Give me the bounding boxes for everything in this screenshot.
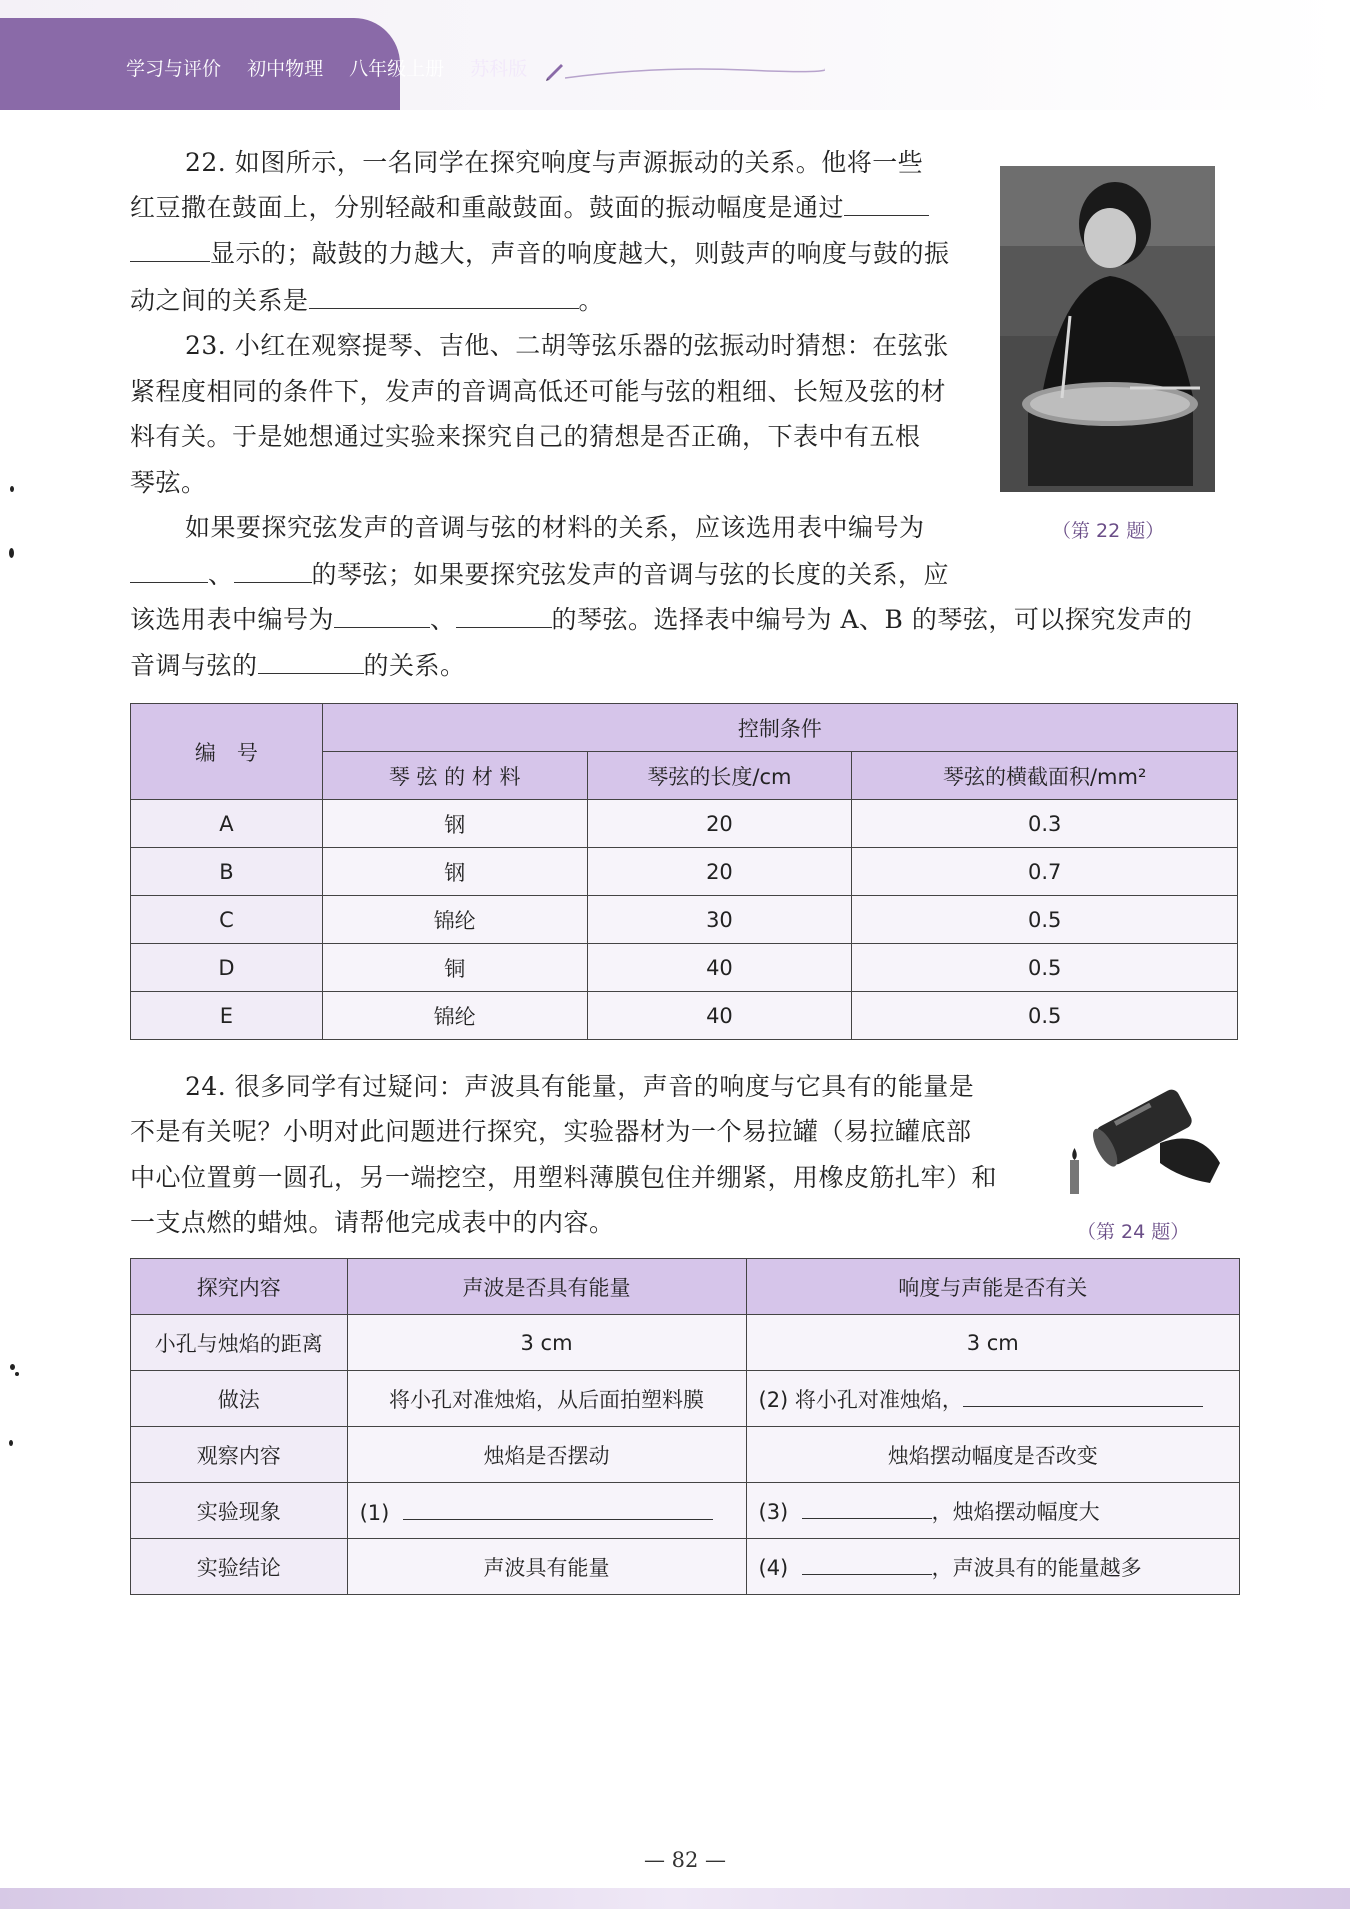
q23-line-6: 、 的琴弦；如果要探究弦发声的音调与弦的长度的关系，应 [130,552,949,598]
margin-mark [9,1440,13,1446]
col-topic-header: 探究内容 [131,1259,348,1315]
q23-line-5: 如果要探究弦发声的音调与弦的材料的关系，应该选用表中编号为 [185,513,925,542]
margin-mark [9,548,14,558]
drum-photo [1000,166,1215,492]
experiment-table [130,1258,1240,1595]
col-loudness-header: 响度与声能是否有关 [746,1259,1240,1315]
q22-line-4: 动之间的关系是 。 [130,286,605,315]
q23-blank-3[interactable] [334,605,430,628]
q24-line-1: 24. 很多同学有过疑问：声波具有能量，声音的响度与它具有的能量是 [185,1072,975,1101]
q22-blank-1[interactable] [844,193,929,216]
table-row: 小孔与烛焰的距离 3 cm 3 cm [131,1315,1240,1371]
table-row: 实验结论 声波具有能量 (4) ，声波具有的能量越多 [131,1539,1240,1595]
q22-line-3: 显示的；敲鼓的力越大，声音的响度越大，则鼓声的响度与鼓的振 [130,231,950,277]
q24-line-3: 中心位置剪一圆孔，另一端挖空，用塑料薄膜包住并绷紧，用橡皮筋扎牢）和 [130,1163,998,1192]
q23-blank-1[interactable] [130,560,208,583]
header-series: 学习与评价 [126,58,222,80]
control-header: 控制条件 [322,704,1237,752]
table-row: B 钢 20 0.7 [131,848,1238,896]
q22-caption: （第 22 题） [1052,520,1165,542]
q23-line-7: 该选用表中编号为 、 的琴弦。选择表中编号为 A、B 的琴弦，可以探究发声的 [130,605,1193,634]
table-row: C 锦纶 30 0.5 [131,896,1238,944]
col-area-header: 琴弦的横截面积/mm² [852,752,1238,800]
header-swoosh [565,64,825,84]
margin-mark [15,1372,19,1376]
header-grade: 八年级上册 [349,58,445,80]
q23-blank-4[interactable] [456,605,552,628]
string-table [130,703,1238,1040]
col-material-header: 琴 弦 的 材 料 [322,752,587,800]
q23-blank-2[interactable] [234,560,312,583]
table-row: A 钢 20 0.3 [131,800,1238,848]
col-id-header: 编 号 [131,704,323,800]
header-subject: 初中物理 [247,58,324,80]
q24-caption: （第 24 题） [1077,1221,1190,1243]
margin-mark [10,486,14,492]
table-row: D 铜 40 0.5 [131,944,1238,992]
q22-line-1: 22. 如图所示，一名同学在探究响度与声源振动的关系。他将一些 [185,148,924,177]
q24-line-2: 不是有关呢？小明对此问题进行探究，实验器材为一个易拉罐（易拉罐底部 [130,1117,972,1146]
pen-icon [543,58,567,82]
q22-blank-2[interactable] [309,286,579,309]
q22-line-2: 红豆撒在鼓面上，分别轻敲和重敲鼓面。鼓面的振动幅度是通过 [130,185,929,231]
q23-blank-5[interactable] [258,651,364,674]
q22-blank-1-cont[interactable] [130,239,210,262]
footer-band [0,1888,1350,1909]
answer-blank-3[interactable] [802,1496,932,1519]
q23-line-1: 23. 小红在观察提琴、吉他、二胡等弦乐器的弦振动时猜想：在弦张 [185,331,949,360]
running-header [126,52,547,86]
table-row: 做法 将小孔对准烛焰，从后面拍塑料膜 (2) 将小孔对准烛焰， [131,1371,1240,1427]
margin-mark [10,1364,15,1370]
col-length-header: 琴弦的长度/cm [587,752,852,800]
page-number: — 82 — [643,1848,727,1872]
answer-blank-1[interactable] [403,1497,713,1520]
q23-line-8: 音调与弦的 的关系。 [130,651,466,680]
answer-blank-2[interactable] [963,1384,1203,1407]
col-energy-header: 声波是否具有能量 [347,1259,746,1315]
q23-line-3: 料有关。于是她想通过实验来探究自己的猜想是否正确，下表中有五根 [130,422,921,451]
q23-line-2: 紧程度相同的条件下，发声的音调高低还可能与弦的粗细、长短及弦的材 [130,377,947,406]
table-row: 观察内容 烛焰是否摆动 烛焰摆动幅度是否改变 [131,1427,1240,1483]
table-row: E 锦纶 40 0.5 [131,992,1238,1040]
q23-line-4: 琴弦。 [130,468,207,497]
q24-line-4: 一支点燃的蜡烛。请帮他完成表中的内容。 [130,1208,615,1237]
header-edition: 苏科版 [470,58,528,80]
table-row: 实验现象 (1) (3) ，烛焰摆动幅度大 [131,1483,1240,1539]
answer-blank-4[interactable] [802,1552,932,1575]
can-candle-photo [1060,1068,1225,1198]
